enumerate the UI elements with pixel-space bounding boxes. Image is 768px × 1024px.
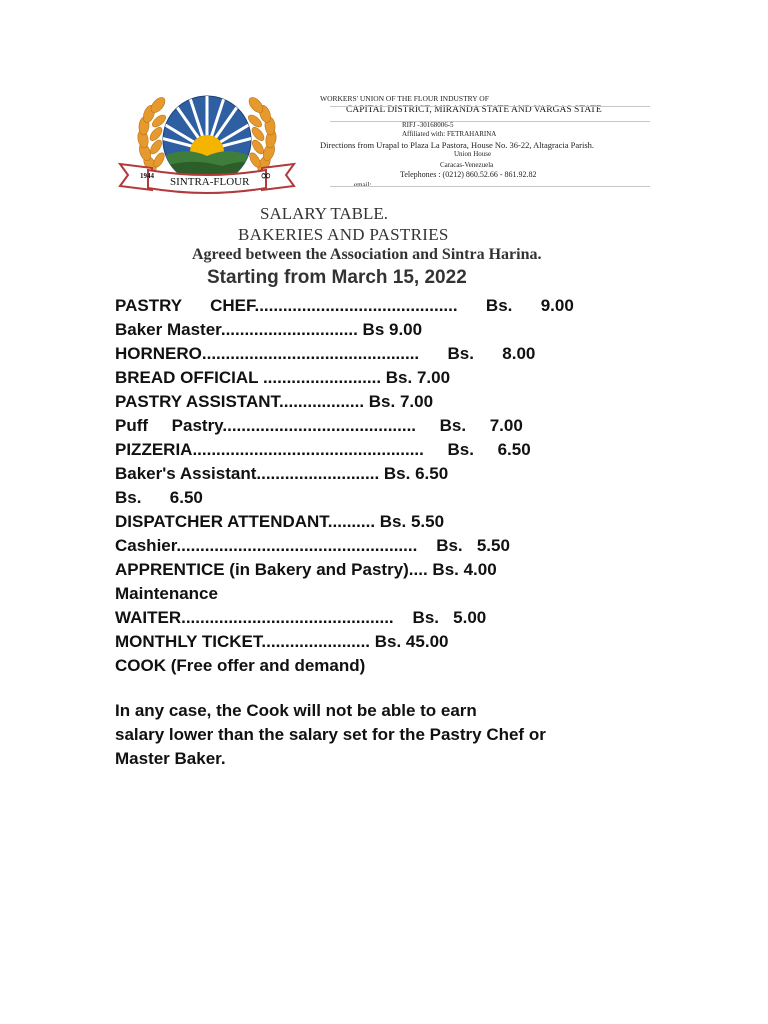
- salary-line: Bs. 6.50: [115, 488, 203, 507]
- salary-line: Baker Master............................. Bs 9.00: [115, 320, 423, 339]
- effective-date: Starting from March 15, 2022: [207, 267, 467, 288]
- salary-line: Baker's Assistant.......................... Bs. 6.50: [115, 464, 449, 483]
- salary-line: MONTHLY TICKET....................... Bs. 45.00: [115, 632, 449, 651]
- closing-note: [115, 699, 546, 771]
- letterhead-union-name: WORKERS' UNION OF THE FLOUR INDUSTRY OF: [320, 94, 489, 103]
- salary-line: BREAD OFFICIAL ......................... Bs. 7.00: [115, 368, 451, 387]
- letterhead: [300, 88, 670, 198]
- page-subtitle: BAKERIES AND PASTRIES: [238, 225, 449, 244]
- letterhead-district: CAPITAL DISTRICT, MIRANDA STATE AND VARGAS STATE: [346, 105, 602, 115]
- letterhead-address: Directions from Urapal to Plaza La Pastora, House No. 36-22, Altagracia Parish.: [320, 140, 595, 150]
- salary-line: PIZZERIA................................................. Bs. 6.50: [115, 440, 531, 459]
- letterhead-divider: [330, 106, 650, 107]
- salary-line: PASTRY ASSISTANT.................. Bs. 7.00: [115, 392, 434, 411]
- letterhead-divider: [330, 186, 650, 187]
- letterhead-union-house: Union House: [454, 150, 492, 158]
- logo-year: 1944: [140, 172, 154, 180]
- letterhead-telephones: Telephones : (0212) 860.52.66 - 861.92.82: [400, 170, 537, 179]
- closing-note-line: Master Baker.: [115, 749, 226, 768]
- salary-line: Puff Pastry......................................... Bs. 7.00: [115, 416, 523, 435]
- salary-line: HORNERO.............................................. Bs. 8.00: [115, 344, 536, 363]
- salary-line: PASTRY CHEF........................................... Bs. 9.00: [115, 296, 574, 315]
- page-title: SALARY TABLE.: [260, 204, 389, 223]
- salary-line: Maintenance: [115, 584, 218, 603]
- letterhead-city: Caracas-Venezuela: [440, 161, 494, 169]
- logo-infinity-symbol: ∞: [260, 168, 272, 184]
- logo-name: SINTRA-FLOUR: [170, 176, 250, 188]
- salary-line: WAITER............................................. Bs. 5.00: [115, 608, 487, 627]
- letterhead-affiliation: Affiliated with: FETRAHARINA: [402, 130, 497, 138]
- letterhead-email: email:: [354, 181, 372, 189]
- agreement-text: Agreed between the Association and Sintra Harina.: [192, 246, 542, 263]
- salary-line: APPRENTICE (in Bakery and Pastry).... Bs. 4.00: [115, 560, 497, 579]
- letterhead-rif: RIFJ -30168006-5: [402, 121, 454, 129]
- salary-line: Cashier................................................... Bs. 5.50: [115, 536, 510, 555]
- salary-line: DISPATCHER ATTENDANT.......... Bs. 5.50: [115, 512, 445, 531]
- sintra-flour-logo: [112, 92, 302, 202]
- letterhead-divider: [330, 121, 650, 122]
- salary-line: COOK (Free offer and demand): [115, 656, 366, 675]
- closing-note-line: In any case, the Cook will not be able to earn: [115, 701, 477, 720]
- closing-note-line: salary lower than the salary set for the Pastry Chef or: [115, 725, 546, 744]
